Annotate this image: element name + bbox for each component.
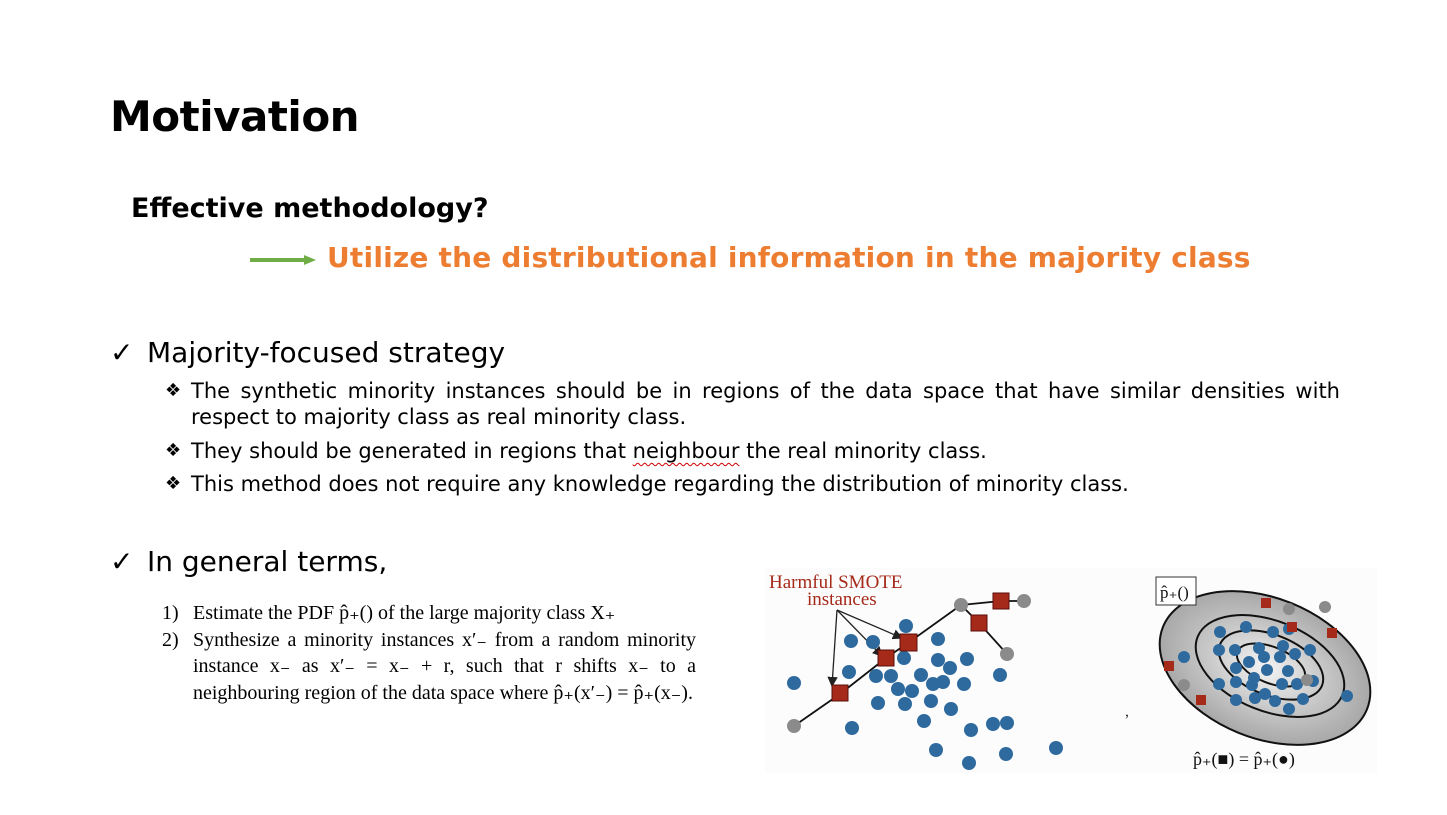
steps-list bbox=[162, 600, 696, 706]
pdf-box-label: p̂₊() bbox=[1160, 583, 1189, 602]
section-heading: Majority-focused strategy bbox=[147, 336, 506, 369]
equal-density-label: p̂₊(■) = p̂₊(●) bbox=[1193, 749, 1295, 769]
step-number: 2) bbox=[162, 628, 179, 651]
spellcheck-underlined-word: neighbour bbox=[632, 439, 740, 463]
figure-separator: , bbox=[1125, 703, 1129, 720]
step-item bbox=[162, 627, 696, 707]
step-number: 1) bbox=[162, 602, 179, 624]
section-majority-focused bbox=[110, 336, 505, 369]
diamond-bullet-icon: ❖ bbox=[165, 440, 182, 461]
bullet-item bbox=[165, 378, 1340, 430]
bullet-text-part: They should be generated in regions that bbox=[191, 439, 633, 463]
section-heading: In general terms, bbox=[147, 545, 388, 578]
bullet-text: The synthetic minority instances should be in regions of the data space that have similar densities with respect to majority class as real minority class. bbox=[191, 379, 1340, 429]
diamond-bullet-icon: ❖ bbox=[165, 380, 182, 401]
bullet-item bbox=[165, 471, 1340, 497]
bullet-text: This method does not require any knowledge regarding the distribution of minority class. bbox=[191, 472, 1129, 496]
diamond-bullet-icon: ❖ bbox=[165, 473, 182, 494]
checkmark-icon: ✓ bbox=[110, 545, 134, 578]
bullet-text bbox=[191, 438, 1340, 464]
smote-illustration bbox=[765, 568, 1377, 773]
bullet-item bbox=[165, 438, 1340, 464]
step-item bbox=[162, 600, 696, 627]
question-heading: Effective methodology? bbox=[131, 193, 489, 224]
slide-title: Motivation bbox=[110, 92, 360, 141]
bullet-text-part: the real minority class. bbox=[739, 439, 987, 463]
step-text: Estimate the PDF p̂₊() of the large majority class X₊ bbox=[193, 602, 616, 624]
right-arrow-icon bbox=[250, 253, 316, 267]
section-general-terms bbox=[110, 545, 387, 578]
harmful-smote-label-2: instances bbox=[807, 589, 877, 610]
step-text: Synthesize a minority instances x′₋ from a random minority instance x₋ as x′₋ = x₋ + r, such that r shifts x₋ to a neighbouring region of the data space where p̂₊(x′₋) = p̂₊(x₋). bbox=[193, 628, 696, 704]
checkmark-icon: ✓ bbox=[110, 336, 134, 369]
harmful-smote-label: Harmful SMOTE bbox=[769, 572, 903, 593]
answer-highlight: Utilize the distributional information in the majority class bbox=[327, 241, 1251, 274]
